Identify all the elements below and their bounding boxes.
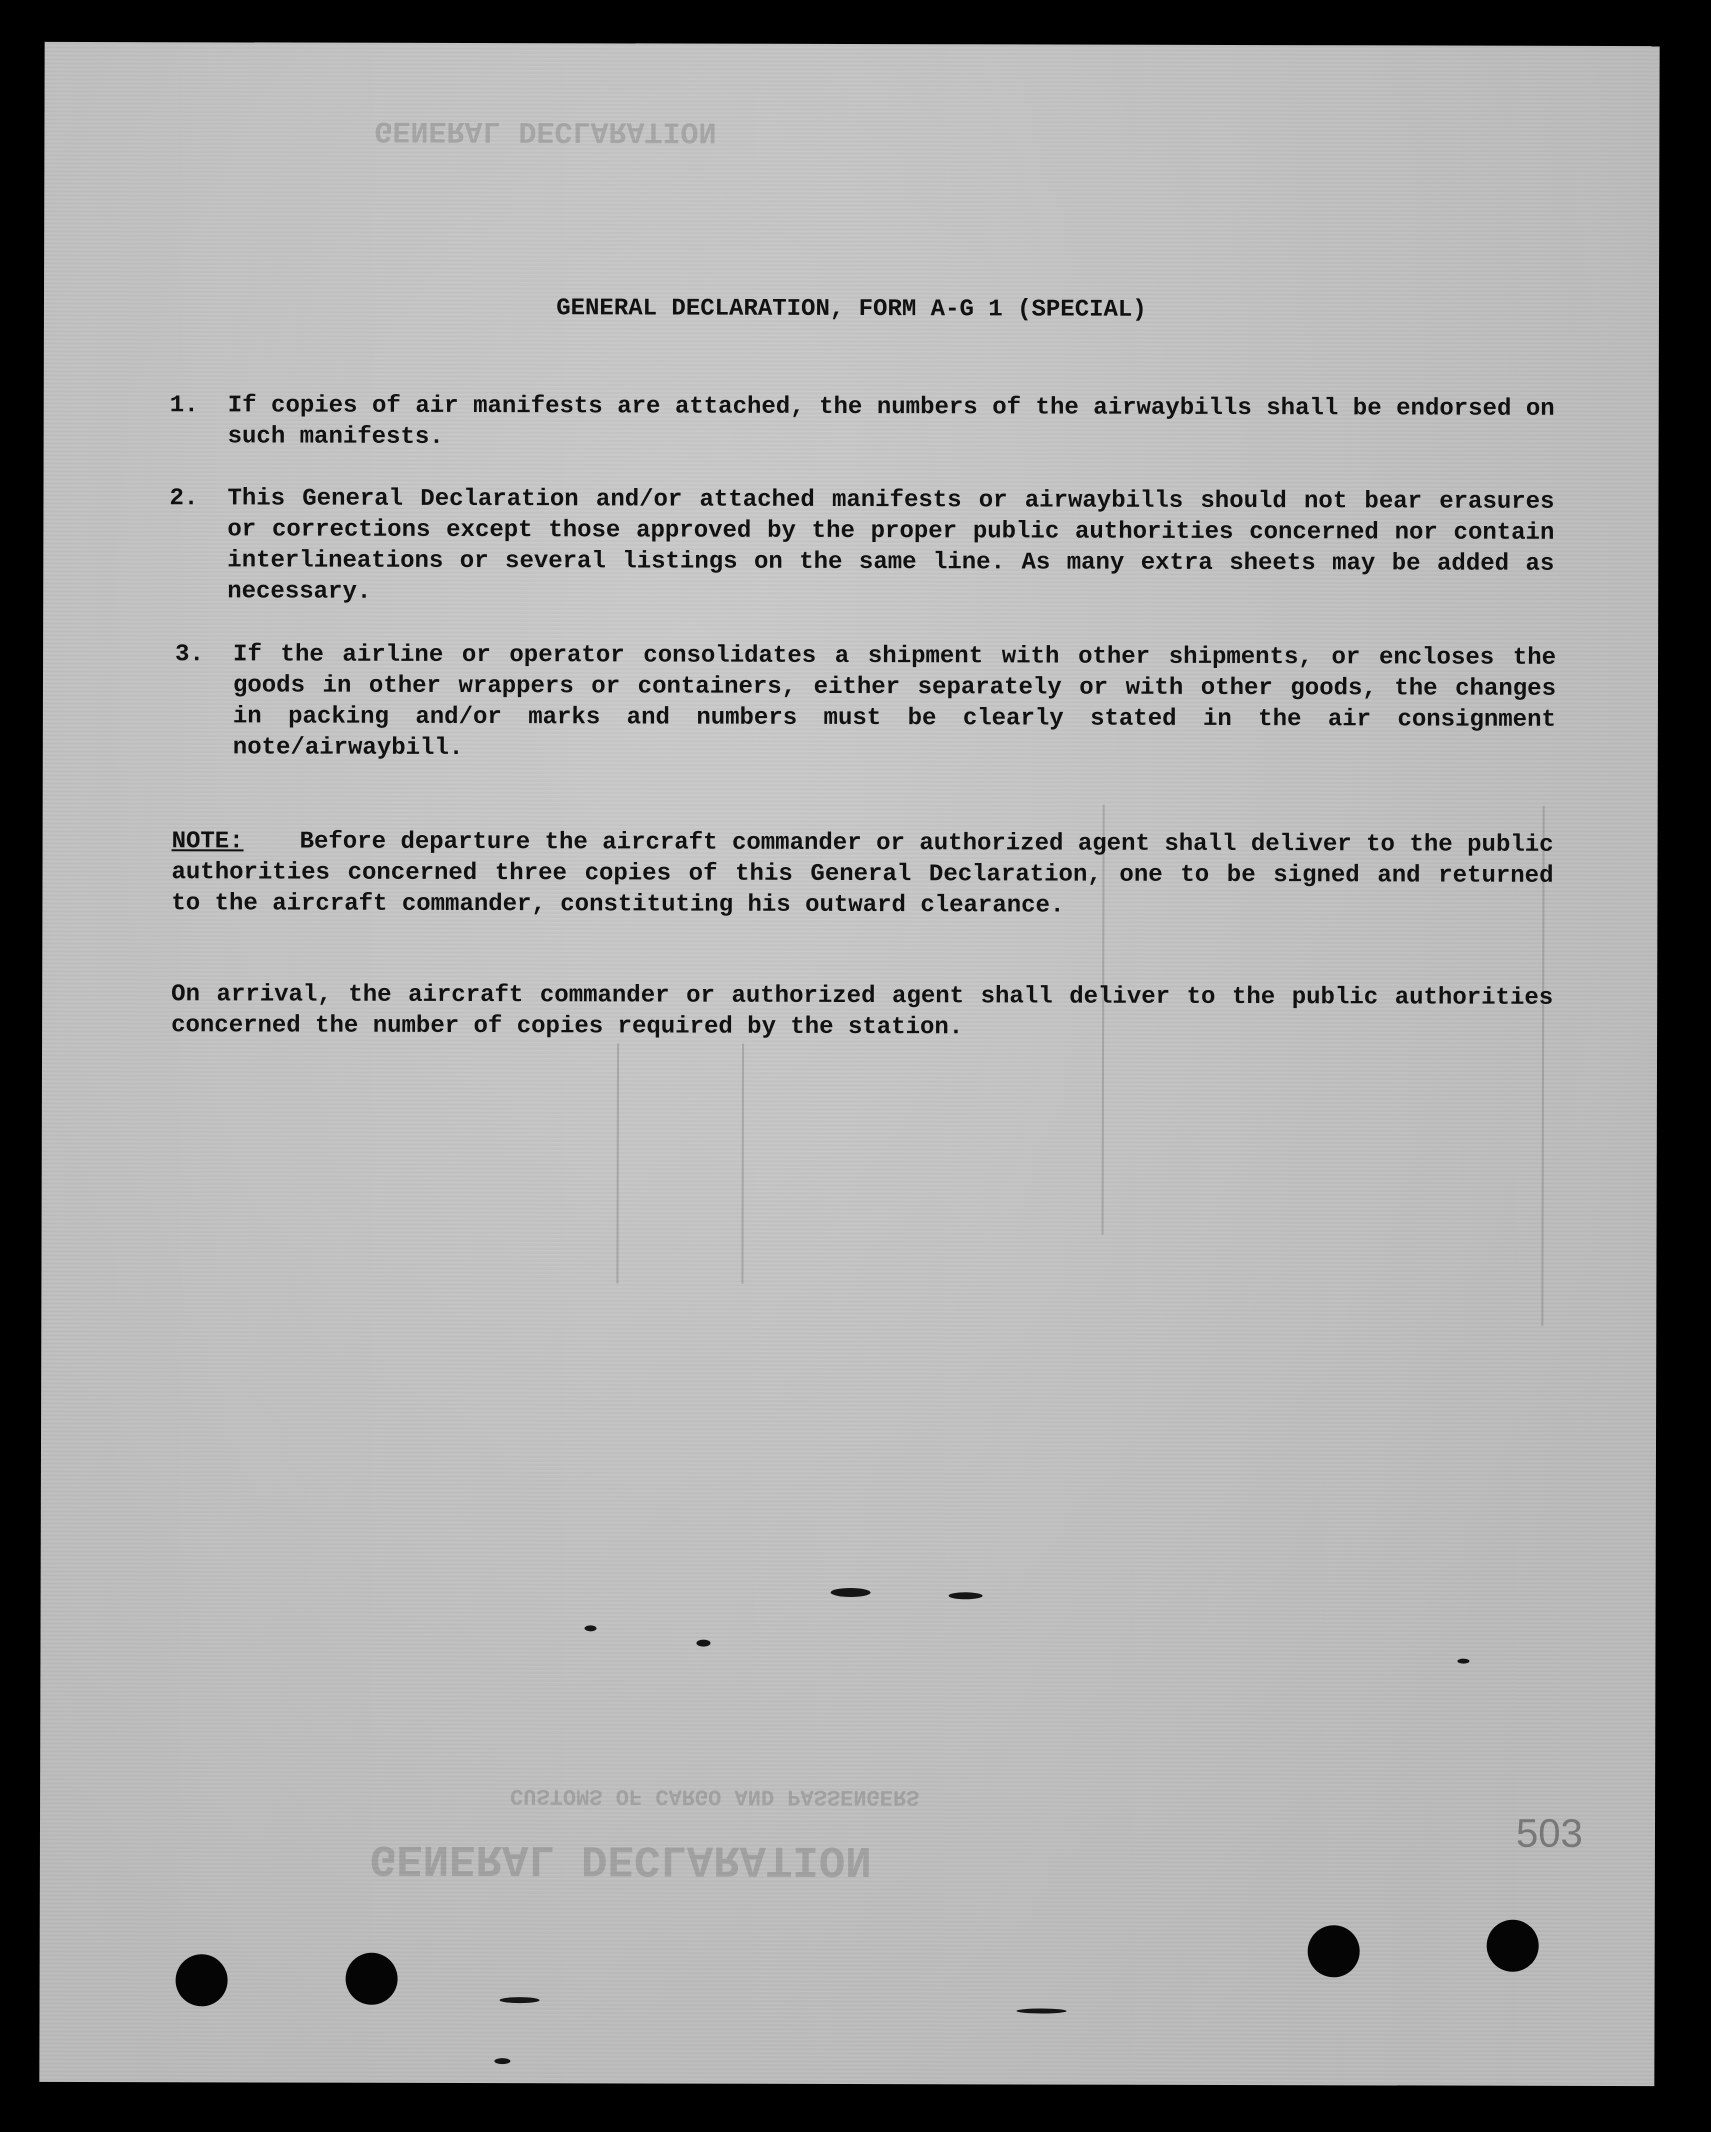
bleed-through-rule — [741, 1044, 744, 1284]
instruction-item-1 — [170, 390, 1555, 456]
arrival-paragraph — [171, 979, 1553, 1045]
arrival-text: On arrival, the aircraft commander or authorized agent shall deliver to the public authorities concerned the number of copies required by the station. — [171, 981, 1554, 1042]
bleed-through-rule — [616, 1043, 619, 1283]
speck — [494, 2058, 510, 2064]
instruction-item-2 — [169, 483, 1554, 611]
paper-sheet — [39, 42, 1659, 2086]
speck — [696, 1640, 710, 1647]
speck — [949, 1592, 983, 1599]
bleed-through-text: CUSTOMS OF CARGO AND PASSENGERS — [510, 1783, 920, 1810]
note-text: Before departure the aircraft commander or authorized agent shall deliver to the public authorities concerned three copies of this General Declaration, one to be signed and returned to the aircraft commander, constituting his outward clearance. — [171, 828, 1554, 920]
note-label: NOTE: — [171, 828, 244, 856]
note-paragraph — [171, 826, 1553, 923]
instruction-item-3 — [175, 639, 1556, 767]
speck — [1457, 1659, 1469, 1664]
speck — [500, 1997, 540, 2003]
punch-hole — [1308, 1925, 1360, 1977]
item-number: 1. — [169, 392, 199, 420]
bleed-through-text: GENERAL DECLARATION — [374, 112, 717, 148]
speck — [585, 1625, 597, 1631]
item-text: If copies of air manifests are attached, the numbers of the airwaybills shall be endorsed on such manifests. — [227, 392, 1555, 451]
item-text: This General Declaration and/or attached manifests or airwaybills should not bear erasures or corrections except those approved by the proper public authorities concerned nor contain interlineations or several listings on the same line. As many extra sheets may be added as necessary. — [227, 485, 1555, 606]
bleed-through-text: GENERAL DECLARATION — [369, 1832, 872, 1885]
punch-hole — [176, 1954, 228, 2006]
speck — [831, 1588, 871, 1597]
page-number: 503 — [1515, 1811, 1583, 1856]
punch-hole — [1487, 1920, 1539, 1972]
item-number: 3. — [175, 641, 204, 669]
punch-hole — [346, 1953, 398, 2005]
item-number: 2. — [169, 485, 199, 513]
document-title: GENERAL DECLARATION, FORM A-G 1 (SPECIAL) — [556, 295, 1147, 324]
speck — [1017, 2008, 1067, 2013]
item-text: If the airline or operator consolidates a shipment with other shipments, or encloses the goods in other wrappers or containers, either separately or with other goods, the changes in packing and/or marks and numbers must be clearly stated in the air consignment note/airwaybill. — [232, 641, 1557, 762]
